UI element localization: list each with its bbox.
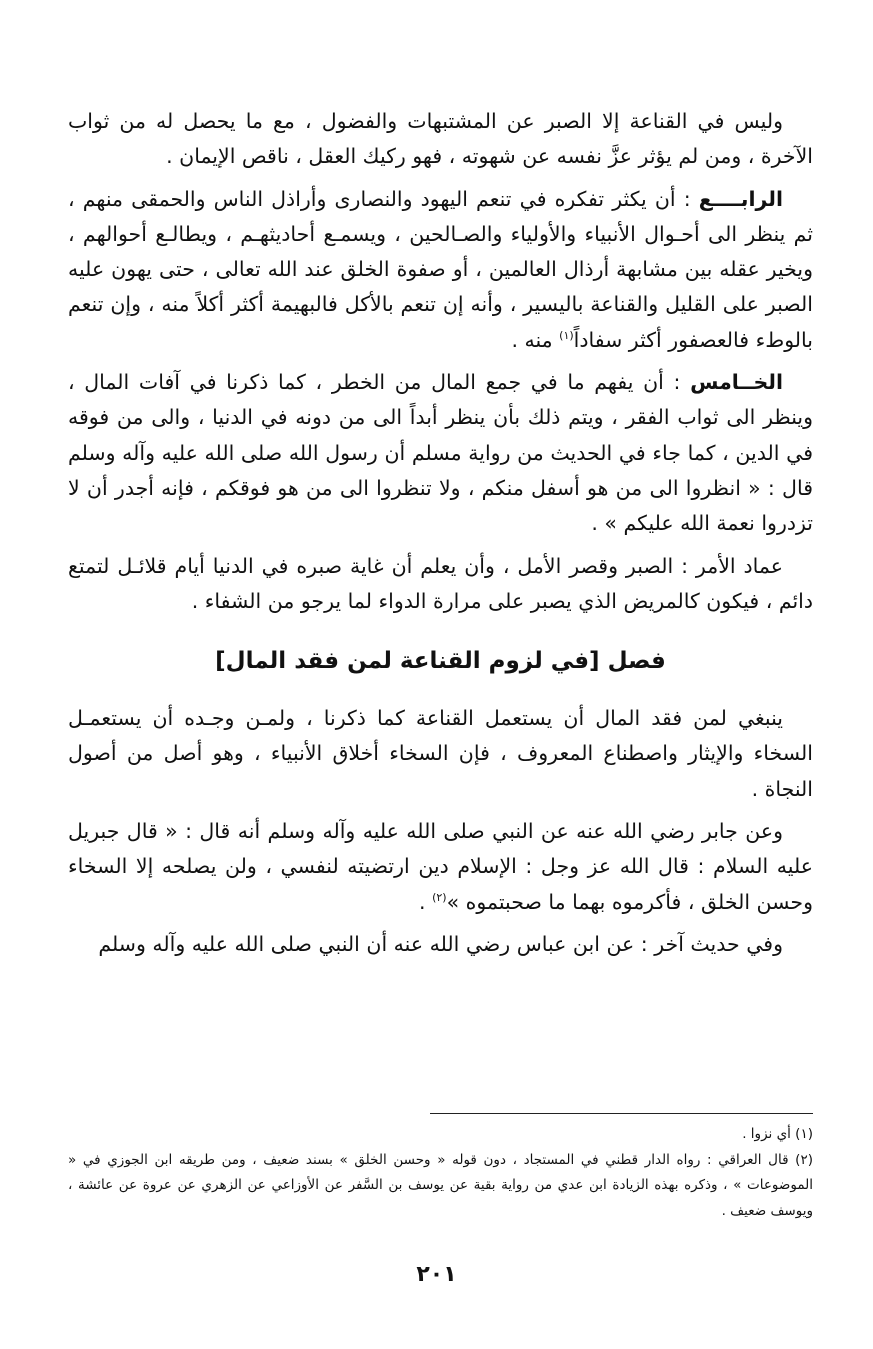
- footnote-divider: [430, 1113, 813, 1114]
- page-number: ٢٠١: [416, 1262, 457, 1287]
- paragraph-fourth-lead: الرابــــع: [698, 186, 783, 211]
- footnote-ref-2: (٢): [432, 890, 447, 904]
- paragraph-1: [68, 104, 813, 175]
- section-paragraph-3: [68, 927, 813, 962]
- footnote-ref-1: (١): [559, 328, 574, 342]
- footnotes: [68, 1122, 813, 1224]
- paragraph-pillar: [68, 549, 813, 620]
- section-title: فصل [في لزوم القناعة لمن فقد المال]: [215, 648, 666, 675]
- section-paragraph-2-tail: .: [419, 889, 433, 914]
- paragraph-fifth-text: : أن يفهم ما في جمع المال من الخطر ، كما ذكرنا في آفات المال ، وينظر الى ثواب الفقر ، ويتم ذلك بأن ينظر أبداً الى من دونه في الدنيا ، والى من فوقه في الدين ، كما جاء في الحديث من رواية مسلم أن رسول الله صلى الله عليه وآله وسلم قال : « انظروا الى من هو أسفل منكم ، ولا تنظروا الى من هو فوقكم ، فإنه أجدر أن لا تزدروا نعمة الله عليكم » .: [68, 370, 813, 536]
- paragraph-pillar-text: عماد الأمر : الصبر وقصر الأمل ، وأن يعلم أن غاية صبره في الدنيا أيام قلائـل لتمتع دائم ، فيكون كالمريض الذي يصبر على مرارة الدواء لما يرجو من الشفاء .: [68, 553, 813, 613]
- paragraph-fourth: [68, 182, 813, 358]
- page-body: [68, 104, 813, 969]
- section-paragraph-2: [68, 814, 813, 920]
- paragraph-1-text: وليس في القناعة إلا الصبر عن المشتبهات والفضول ، مع ما يحصل له من ثواب الآخرة ، ومن لم يؤثر عزَّ نفسه عن شهوته ، فهو ركيك العقل ، ناقص الإيمان .: [68, 109, 813, 169]
- footnote-1: (١) أي نزوا .: [742, 1126, 813, 1142]
- section-paragraph-1-text: ينبغي لمن فقد المال أن يستعمل القناعة كما ذكرنا ، ولمـن وجـده أن يستعمـل السخاء والإيثار واصطناع المعروف ، فإن السخاء أخلاق الأنبياء ، وهو أصل من أصول النجاة .: [68, 706, 813, 801]
- section-paragraph-1: [68, 701, 813, 807]
- section-paragraph-3-text: وفي حديث آخر : عن ابن عباس رضي الله عنه أن النبي صلى الله عليه وآله وسلم: [98, 931, 783, 956]
- section-paragraph-2-text: وعن جابر رضي الله عنه عن النبي صلى الله عليه وآله وسلم أنه قال : « قال جبريل عليه السلام : قال الله عز وجل : الإسلام دين ارتضيته لنفسي ، ولن يصلحه إلا السخاء وحسن الخلق ، فأكرموه بهما ما صحبتموه »: [68, 819, 813, 914]
- paragraph-fourth-text: : أن يكثر تفكره في تنعم اليهود والنصارى وأراذل الناس والحمقى منهم ، ثم ينظر الى أحـوال الأنبياء والأولياء والصـالحين ، ويسمـع أحاديثهـم ، ويطالـع أحوالهم ، ويخير عقله بين مشابهة أرذال العالمين ، أو صفوة الخلق عند الله تعالى ، حتى يهون عليه الصبر على القليل والقناعة باليسير ، وأنه إن تنعم بالأكل فالبهيمة أكثر أكلاً منه ، وإن تنعم بالوطء فالعصفور أكثر سفاداً: [68, 186, 813, 352]
- paragraph-fifth-lead: الخــامس: [690, 370, 783, 395]
- paragraph-fifth: [68, 365, 813, 541]
- footnote-2: (٢) قال العراقي : رواه الدار قطني في المستجاد ، دون قوله « وحسن الخلق » بسند ضعيف ، ومن طريقه ابن الجوزي في « الموضوعات » ، وذكره بهذه الزيادة ابن عدي من رواية بقية عن يوسف بن السَّفر عن الأوزاعي عن الزهري عن عروة عن عائشة ، ويوسف ضعيف .: [68, 1151, 813, 1219]
- paragraph-fourth-tail: منه .: [511, 327, 560, 352]
